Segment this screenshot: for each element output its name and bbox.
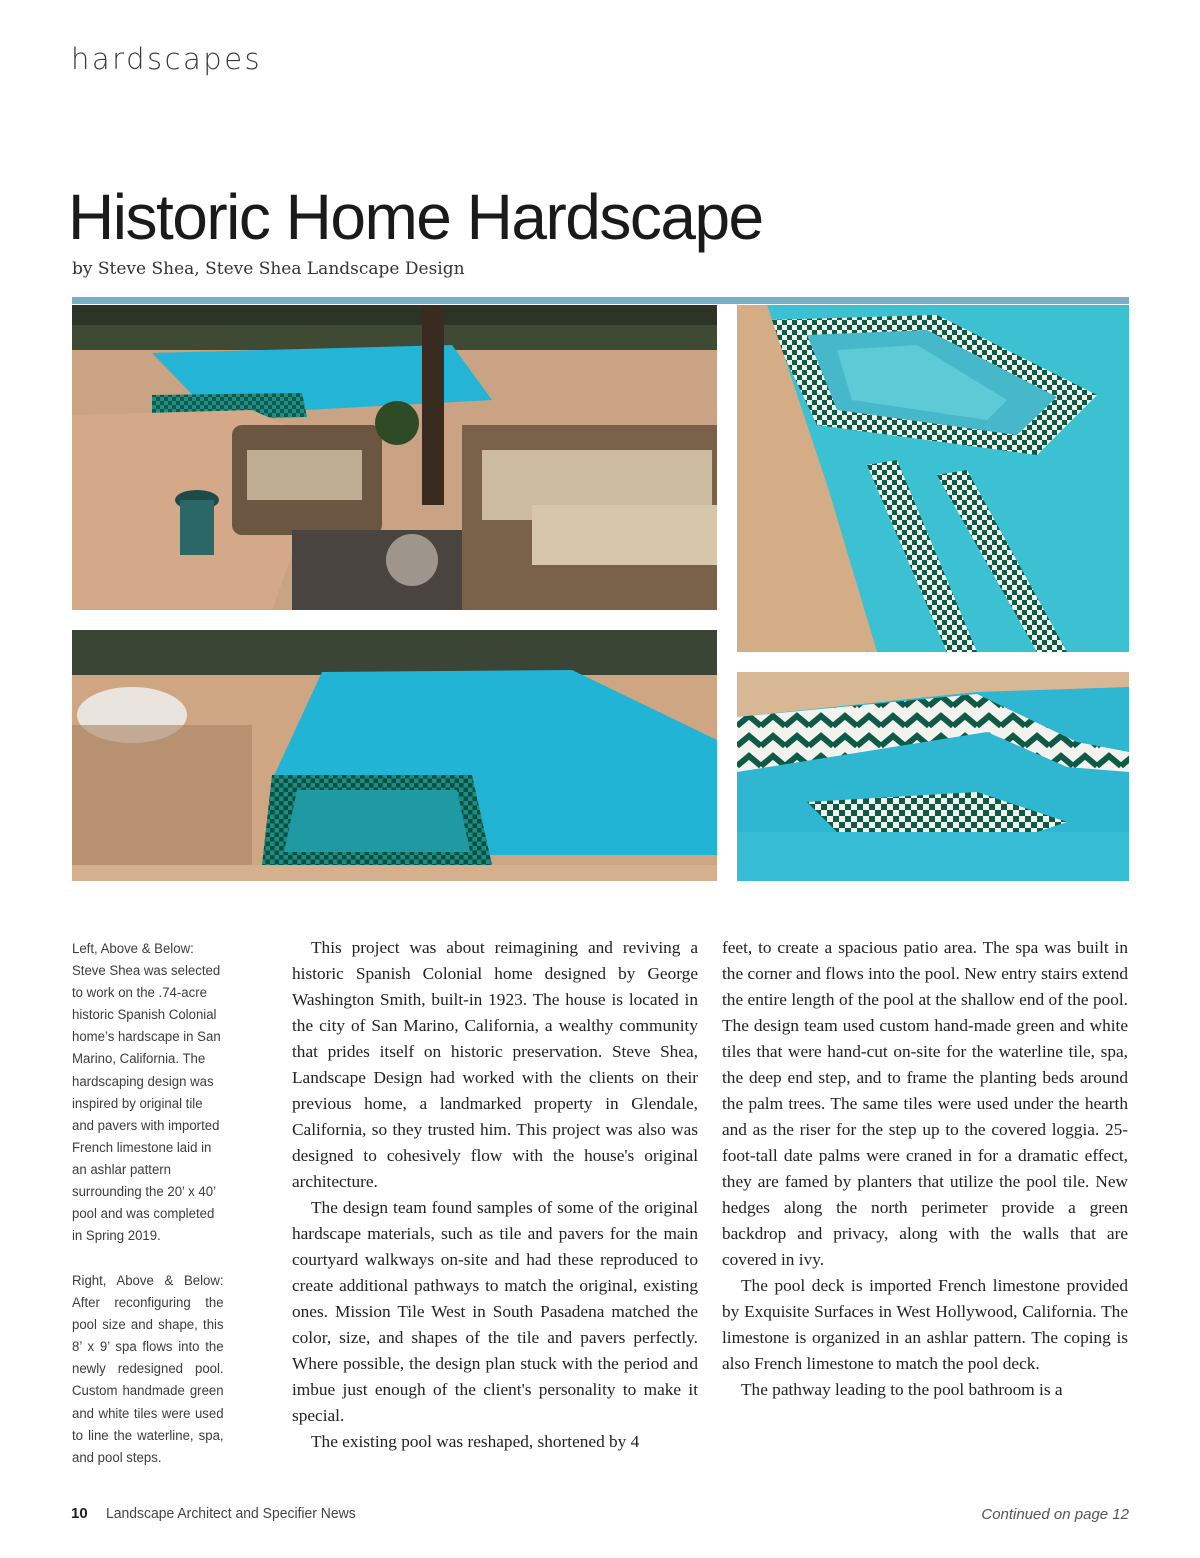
publication-name: Landscape Architect and Specifier News xyxy=(106,1505,356,1522)
photo-pool-overview xyxy=(72,630,717,881)
body-paragraph: This project was about reimagining and reviving a historic Spanish Colonial home designed by George Washington Smith, built-in 1923. The house is located in the city of San Marino, California, a wealthy community that prides itself on historic preservation. Steve Shea, Landscape Design had worked with the clients on their previous home, a landmarked property in Glendale, California, so they trusted him. This project was also was designed to cohesively flow with the house's original architecture. xyxy=(292,938,698,1191)
body-column-1 xyxy=(292,935,698,1455)
body-paragraph: feet, to create a spacious patio area. The spa was built in the corner and flows into the pool. New entry stairs extend the entire length of the pool at the shallow end of the pool. The design team used custom hand-made green and white tiles that were hand-cut on-site for the waterline tile, spa, the deep end step, and to frame the planting beds around the palm trees. The same tiles were used under the hearth and as the riser for the step up to the covered loggia. 25-foot-tall date palms were craned in for a dramatic effect, they are famed by planters that utilize the pool tile. New hedges along the north perimeter provide a green backdrop and privacy, along with the walls that are covered in ivy. xyxy=(722,938,1128,1269)
body-paragraph: The pool deck is imported French limestone provided by Exquisite Surfaces in West Hollywood, California. The limestone is organized in an ashlar pattern. The coping is also French limestone to match the pool deck. xyxy=(722,1276,1128,1373)
photo-spa-tile-corner xyxy=(737,305,1129,652)
photo-patio-seating xyxy=(72,305,717,610)
article-title: Historic Home Hardscape xyxy=(68,181,763,253)
body-column-2 xyxy=(722,935,1128,1403)
title-rule xyxy=(72,297,1129,304)
article-byline: by Steve Shea, Steve Shea Landscape Design xyxy=(72,259,465,279)
caption-left: Left, Above & Below: Steve Shea was selected to work on the .74-acre historic Spanish Colonial home’s hardscape in San Marino, California. The hardscaping design was inspired by original tile and pavers with imported French limestone laid in an ashlar pattern surrounding the 20’ x 40’ pool and was completed in Spring 2019. xyxy=(72,941,221,1245)
photo-pool-step-tile xyxy=(737,672,1129,881)
body-paragraph: The pathway leading to the pool bathroom is a xyxy=(741,1380,1063,1399)
continued-notice: Continued on page 12 xyxy=(981,1506,1129,1523)
section-label: hardscapes xyxy=(71,42,263,76)
body-paragraph: The design team found samples of some of the original hardscape materials, such as tile and pavers for the main courtyard walkways on-site and had these reproduced to create additional pathways to match the original, existing ones. Mission Tile West in South Pasadena matched the color, size, and shapes of the tile and pavers perfectly. Where possible, the design plan stuck with the period and imbue just enough of the client's personality to make it special. xyxy=(292,1198,698,1425)
body-paragraph: The existing pool was reshaped, shortened by 4 xyxy=(311,1432,640,1451)
caption-right: Right, Above & Below: After reconfiguring the pool size and shape, this 8’ x 9’ spa flows into the newly redesigned pool. Custom handmade green and white tiles were used to line the waterline, spa, and pool steps. xyxy=(72,1273,224,1466)
page-number: 10 xyxy=(71,1505,88,1522)
